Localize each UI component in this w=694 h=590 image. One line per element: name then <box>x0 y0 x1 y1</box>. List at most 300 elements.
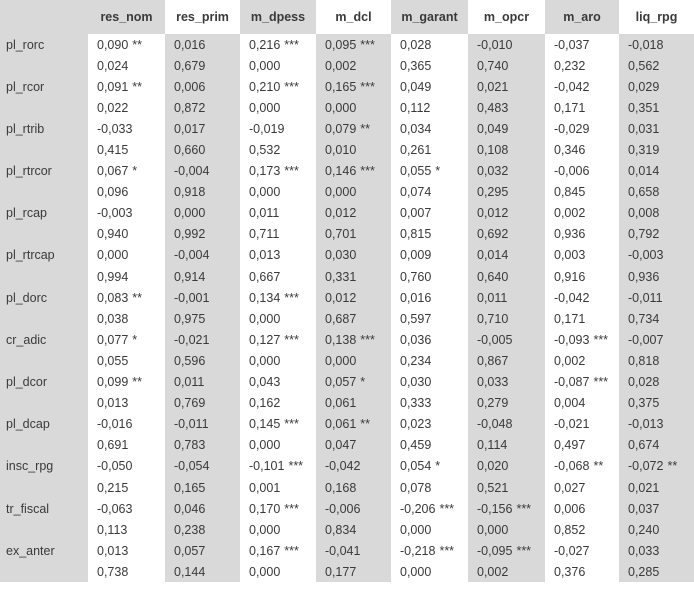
pvalue-cell: 0,687 <box>316 308 391 329</box>
coef-value: -0,042 <box>554 79 590 94</box>
coef-value: -0,004 <box>174 164 210 179</box>
coef-value: -0,007 <box>628 332 664 347</box>
coef-cell <box>88 329 165 350</box>
row-label: ex_anter <box>0 540 88 561</box>
pvalue-cell: 0,845 <box>545 182 619 203</box>
coef-value: -0,004 <box>174 248 210 263</box>
table-row-pvalue <box>0 519 694 540</box>
coef-value: -0,087 <box>554 375 590 390</box>
pvalue-cell: 0,000 <box>240 435 316 456</box>
pvalue-cell: 0,769 <box>165 393 240 414</box>
coef-value: -0,101 <box>249 459 285 474</box>
coef-value: 0,091 <box>97 79 129 94</box>
table-row-coef <box>0 498 694 519</box>
coef-cell <box>165 372 240 393</box>
significance-stars: *** <box>360 164 375 179</box>
coef-cell <box>391 203 468 224</box>
coef-cell <box>316 203 391 224</box>
table-row-pvalue <box>0 561 694 582</box>
coef-value: 0,009 <box>400 248 432 263</box>
coef-cell <box>619 118 694 139</box>
row-label-empty <box>0 435 88 456</box>
pvalue-cell: 0,113 <box>88 519 165 540</box>
coef-value: -0,005 <box>477 332 513 347</box>
pvalue-cell: 0,994 <box>88 266 165 287</box>
row-label-empty <box>0 561 88 582</box>
coef-cell <box>619 372 694 393</box>
pvalue-cell: 0,818 <box>619 350 694 371</box>
coef-value: 0,083 <box>97 290 129 305</box>
coef-cell <box>468 456 545 477</box>
coef-cell <box>391 161 468 182</box>
coef-value: 0,043 <box>249 375 281 390</box>
coef-cell <box>165 245 240 266</box>
significance-stars: *** <box>284 290 299 305</box>
coef-cell <box>165 287 240 308</box>
pvalue-cell: 0,351 <box>619 97 694 118</box>
row-label: pl_rcap <box>0 203 88 224</box>
coef-value: -0,010 <box>477 37 513 52</box>
coef-value: 0,014 <box>628 164 660 179</box>
coef-cell <box>88 76 165 97</box>
pvalue-cell: 0,734 <box>619 308 694 329</box>
table-row-pvalue <box>0 350 694 371</box>
pvalue-cell: 0,940 <box>88 224 165 245</box>
coef-cell <box>240 414 316 435</box>
pvalue-cell: 0,375 <box>619 393 694 414</box>
coef-value: -0,048 <box>477 417 513 432</box>
coef-cell <box>391 76 468 97</box>
column-header-liq-rpg: liq_rpg <box>619 0 694 34</box>
table-row-coef <box>0 245 694 266</box>
coef-cell <box>545 161 619 182</box>
coef-value: -0,011 <box>628 290 663 305</box>
coef-cell <box>468 161 545 182</box>
coef-cell <box>88 34 165 55</box>
pvalue-cell: 0,295 <box>468 182 545 203</box>
coef-cell <box>316 245 391 266</box>
coef-value: 0,033 <box>477 375 509 390</box>
coef-cell <box>545 76 619 97</box>
significance-stars: *** <box>516 543 532 558</box>
coef-cell <box>468 76 545 97</box>
row-label: pl_rcor <box>0 76 88 97</box>
coef-cell <box>391 540 468 561</box>
pvalue-cell: 0,047 <box>316 435 391 456</box>
table-row-coef <box>0 161 694 182</box>
coef-cell <box>545 203 619 224</box>
pvalue-cell: 0,000 <box>240 55 316 76</box>
significance-stars: ** <box>132 290 143 305</box>
significance-stars: ** <box>360 121 371 136</box>
coef-value: -0,003 <box>628 248 664 263</box>
coef-value: -0,006 <box>325 501 361 516</box>
pvalue-cell: 0,674 <box>619 435 694 456</box>
coef-cell <box>88 161 165 182</box>
significance-stars: *** <box>284 332 299 347</box>
coef-value: 0,012 <box>325 206 357 221</box>
coef-cell <box>545 34 619 55</box>
coef-cell <box>619 245 694 266</box>
pvalue-cell: 0,232 <box>545 55 619 76</box>
pvalue-cell: 0,108 <box>468 139 545 160</box>
column-header-res-nom: res_nom <box>88 0 165 34</box>
table-row-coef <box>0 287 694 308</box>
pvalue-cell: 0,376 <box>545 561 619 582</box>
significance-stars: * <box>435 164 441 179</box>
coef-value: 0,028 <box>628 375 660 390</box>
pvalue-cell: 0,000 <box>391 561 468 582</box>
significance-stars: *** <box>284 164 299 179</box>
row-label-empty <box>0 97 88 118</box>
pvalue-cell: 0,004 <box>545 393 619 414</box>
coef-value: -0,011 <box>174 417 209 432</box>
coef-value: 0,003 <box>554 248 586 263</box>
significance-stars: ** <box>360 417 371 432</box>
table-row-pvalue <box>0 55 694 76</box>
coef-value: 0,134 <box>249 290 281 305</box>
pvalue-cell: 0,872 <box>165 97 240 118</box>
row-label-empty <box>0 477 88 498</box>
row-label: pl_dorc <box>0 287 88 308</box>
coef-cell <box>545 456 619 477</box>
coef-cell <box>165 414 240 435</box>
pvalue-cell: 0,027 <box>545 477 619 498</box>
coef-value: 0,032 <box>477 164 509 179</box>
coef-value: 0,008 <box>628 206 660 221</box>
significance-stars: *** <box>284 79 299 94</box>
coef-value: -0,013 <box>628 417 664 432</box>
pvalue-cell: 0,240 <box>619 519 694 540</box>
coef-value: 0,055 <box>400 164 432 179</box>
coef-cell <box>240 287 316 308</box>
coef-value: 0,013 <box>97 543 129 558</box>
coef-value: 0,146 <box>325 164 357 179</box>
significance-stars: *** <box>593 375 609 390</box>
coef-value: 0,030 <box>400 375 432 390</box>
coef-value: 0,173 <box>249 164 281 179</box>
pvalue-cell: 0,815 <box>391 224 468 245</box>
pvalue-cell: 0,000 <box>240 97 316 118</box>
coef-value: 0,016 <box>400 290 432 305</box>
coef-cell <box>240 161 316 182</box>
pvalue-cell: 0,918 <box>165 182 240 203</box>
coef-value: 0,014 <box>477 248 509 263</box>
table-row-coef <box>0 329 694 350</box>
significance-stars: *** <box>284 501 299 516</box>
pvalue-cell: 0,234 <box>391 350 468 371</box>
coef-cell <box>619 203 694 224</box>
pvalue-cell: 0,074 <box>391 182 468 203</box>
pvalue-cell: 0,171 <box>545 97 619 118</box>
column-header-m-dpess: m_dpess <box>240 0 316 34</box>
coef-value: -0,050 <box>97 459 133 474</box>
coef-value: 0,170 <box>249 501 281 516</box>
table-row-coef <box>0 372 694 393</box>
coef-cell <box>316 287 391 308</box>
pvalue-cell: 0,692 <box>468 224 545 245</box>
coef-value: 0,007 <box>400 206 432 221</box>
pvalue-cell: 0,459 <box>391 435 468 456</box>
header-row <box>0 0 694 34</box>
coef-value: -0,006 <box>554 164 590 179</box>
coef-cell <box>545 329 619 350</box>
coef-cell <box>240 540 316 561</box>
pvalue-cell: 0,738 <box>88 561 165 582</box>
row-label-empty <box>0 266 88 287</box>
pvalue-cell: 0,000 <box>240 519 316 540</box>
row-label: pl_rtrcor <box>0 161 88 182</box>
pvalue-cell: 0,055 <box>88 350 165 371</box>
coef-cell <box>88 118 165 139</box>
coef-cell <box>316 161 391 182</box>
significance-stars: * <box>435 459 441 474</box>
significance-stars: ** <box>132 79 143 94</box>
coef-value: 0,017 <box>174 121 206 136</box>
pvalue-cell: 0,936 <box>619 266 694 287</box>
pvalue-cell: 0,000 <box>240 561 316 582</box>
coef-value: -0,021 <box>554 417 590 432</box>
pvalue-cell: 0,792 <box>619 224 694 245</box>
row-label: pl_rorc <box>0 34 88 55</box>
pvalue-cell: 0,333 <box>391 393 468 414</box>
coef-value: 0,057 <box>325 375 357 390</box>
significance-stars: *** <box>360 37 375 52</box>
coef-cell <box>88 414 165 435</box>
coef-cell <box>240 456 316 477</box>
pvalue-cell: 0,114 <box>468 435 545 456</box>
coef-value: -0,072 <box>628 459 664 474</box>
coef-value: 0,067 <box>97 164 129 179</box>
coef-cell <box>468 414 545 435</box>
corner-cell <box>0 0 88 34</box>
coef-value: 0,012 <box>477 206 509 221</box>
coef-cell <box>391 329 468 350</box>
row-label: pl_dcap <box>0 414 88 435</box>
coef-cell <box>391 498 468 519</box>
coef-value: -0,037 <box>554 37 590 52</box>
significance-stars: ** <box>667 459 678 474</box>
coef-value: -0,042 <box>554 290 590 305</box>
coef-cell <box>240 498 316 519</box>
pvalue-cell: 0,061 <box>316 393 391 414</box>
pvalue-cell: 0,002 <box>316 55 391 76</box>
coef-cell <box>391 118 468 139</box>
coef-cell <box>468 372 545 393</box>
pvalue-cell: 0,701 <box>316 224 391 245</box>
coef-cell <box>88 456 165 477</box>
pvalue-cell: 0,010 <box>316 139 391 160</box>
coef-cell <box>240 372 316 393</box>
coef-cell <box>391 245 468 266</box>
pvalue-cell: 0,000 <box>240 182 316 203</box>
table-row-coef <box>0 203 694 224</box>
coef-value: -0,068 <box>554 459 590 474</box>
pvalue-cell: 0,165 <box>165 477 240 498</box>
coef-value: 0,023 <box>400 417 432 432</box>
coef-value: -0,095 <box>477 543 513 558</box>
coef-value: -0,003 <box>97 206 133 221</box>
pvalue-cell: 0,711 <box>240 224 316 245</box>
coef-cell <box>468 245 545 266</box>
coef-value: 0,011 <box>249 206 280 221</box>
coef-value: -0,021 <box>174 332 210 347</box>
coef-cell <box>619 34 694 55</box>
significance-stars: *** <box>284 37 299 52</box>
row-label: pl_dcor <box>0 372 88 393</box>
coef-cell <box>165 329 240 350</box>
coef-cell <box>240 34 316 55</box>
significance-stars: ** <box>593 459 604 474</box>
coef-cell <box>88 540 165 561</box>
pvalue-cell: 0,852 <box>545 519 619 540</box>
pvalue-cell: 0,171 <box>545 308 619 329</box>
pvalue-cell: 0,000 <box>240 308 316 329</box>
coef-cell <box>468 540 545 561</box>
pvalue-cell: 0,013 <box>88 393 165 414</box>
pvalue-cell: 0,215 <box>88 477 165 498</box>
pvalue-cell: 0,916 <box>545 266 619 287</box>
coef-cell <box>88 498 165 519</box>
pvalue-cell: 0,002 <box>468 561 545 582</box>
pvalue-cell: 0,112 <box>391 97 468 118</box>
coef-value: 0,013 <box>249 248 281 263</box>
coef-cell <box>545 540 619 561</box>
column-header-m-opcr: m_opcr <box>468 0 545 34</box>
coef-value: -0,218 <box>400 543 436 558</box>
coef-value: 0,021 <box>477 79 509 94</box>
table-body <box>0 34 694 582</box>
coef-value: 0,034 <box>400 121 432 136</box>
coef-cell <box>619 540 694 561</box>
table-row-coef <box>0 456 694 477</box>
coef-value: 0,012 <box>325 290 357 305</box>
row-label-empty <box>0 393 88 414</box>
pvalue-cell: 0,000 <box>391 519 468 540</box>
pvalue-cell: 0,000 <box>316 182 391 203</box>
coef-cell <box>391 372 468 393</box>
table-row-pvalue <box>0 97 694 118</box>
coef-cell <box>619 456 694 477</box>
coef-cell <box>316 414 391 435</box>
pvalue-cell: 0,834 <box>316 519 391 540</box>
coef-cell <box>545 498 619 519</box>
coef-cell <box>316 76 391 97</box>
pvalue-cell: 0,001 <box>240 477 316 498</box>
coef-cell <box>468 203 545 224</box>
coef-value: 0,145 <box>249 417 281 432</box>
coef-cell <box>316 498 391 519</box>
coef-cell <box>88 287 165 308</box>
pvalue-cell: 0,096 <box>88 182 165 203</box>
coef-cell <box>165 203 240 224</box>
coef-cell <box>619 76 694 97</box>
pvalue-cell: 0,261 <box>391 139 468 160</box>
coef-value: -0,063 <box>97 501 133 516</box>
significance-stars: ** <box>132 37 143 52</box>
coef-cell <box>545 414 619 435</box>
table-row-pvalue <box>0 435 694 456</box>
pvalue-cell: 0,497 <box>545 435 619 456</box>
coef-value: -0,001 <box>174 290 210 305</box>
coef-cell <box>165 540 240 561</box>
pvalue-cell: 0,038 <box>88 308 165 329</box>
coef-value: 0,031 <box>628 121 660 136</box>
coef-cell <box>88 245 165 266</box>
coef-cell <box>316 372 391 393</box>
pvalue-cell: 0,483 <box>468 97 545 118</box>
table-row-pvalue <box>0 224 694 245</box>
table-row-pvalue <box>0 139 694 160</box>
row-label-empty <box>0 350 88 371</box>
coef-cell <box>165 118 240 139</box>
table-row-pvalue <box>0 308 694 329</box>
significance-stars: *** <box>439 501 455 516</box>
coef-value: 0,049 <box>400 79 432 94</box>
coef-value: 0,028 <box>400 37 432 52</box>
coef-value: -0,206 <box>400 501 436 516</box>
pvalue-cell: 0,365 <box>391 55 468 76</box>
coef-value: 0,046 <box>174 501 206 516</box>
significance-stars: *** <box>360 332 375 347</box>
table-row-coef <box>0 118 694 139</box>
pvalue-cell: 0,000 <box>316 97 391 118</box>
pvalue-cell: 0,168 <box>316 477 391 498</box>
pvalue-cell: 0,660 <box>165 139 240 160</box>
coef-value: 0,079 <box>325 121 357 136</box>
pvalue-cell: 0,346 <box>545 139 619 160</box>
coef-value: 0,011 <box>174 375 205 390</box>
coef-cell <box>391 456 468 477</box>
row-label-empty <box>0 55 88 76</box>
pvalue-cell: 0,022 <box>88 97 165 118</box>
coef-cell <box>165 161 240 182</box>
coef-cell <box>619 498 694 519</box>
pvalue-cell: 0,783 <box>165 435 240 456</box>
significance-stars: *** <box>284 543 299 558</box>
pvalue-cell: 0,562 <box>619 55 694 76</box>
coef-value: -0,041 <box>325 543 361 558</box>
coef-cell <box>316 329 391 350</box>
coef-value: 0,033 <box>628 543 660 558</box>
pvalue-cell: 0,740 <box>468 55 545 76</box>
coef-cell <box>165 498 240 519</box>
pvalue-cell: 0,279 <box>468 393 545 414</box>
row-label-empty <box>0 224 88 245</box>
coef-value: 0,167 <box>249 543 281 558</box>
pvalue-cell: 0,992 <box>165 224 240 245</box>
table-row-pvalue <box>0 266 694 287</box>
coef-value: -0,054 <box>174 459 210 474</box>
coef-value: 0,127 <box>249 332 281 347</box>
significance-stars: ** <box>132 375 143 390</box>
pvalue-cell: 0,867 <box>468 350 545 371</box>
coef-value: 0,016 <box>174 37 206 52</box>
coef-value: 0,030 <box>325 248 357 263</box>
pvalue-cell: 0,640 <box>468 266 545 287</box>
coef-value: -0,027 <box>554 543 590 558</box>
row-label-empty <box>0 308 88 329</box>
coef-value: -0,018 <box>628 37 664 52</box>
pvalue-cell: 0,597 <box>391 308 468 329</box>
coef-cell <box>316 34 391 55</box>
coef-value: 0,138 <box>325 332 357 347</box>
coef-cell <box>316 456 391 477</box>
coef-cell <box>391 287 468 308</box>
pvalue-cell: 0,177 <box>316 561 391 582</box>
coef-value: 0,057 <box>174 543 206 558</box>
coef-cell <box>619 329 694 350</box>
